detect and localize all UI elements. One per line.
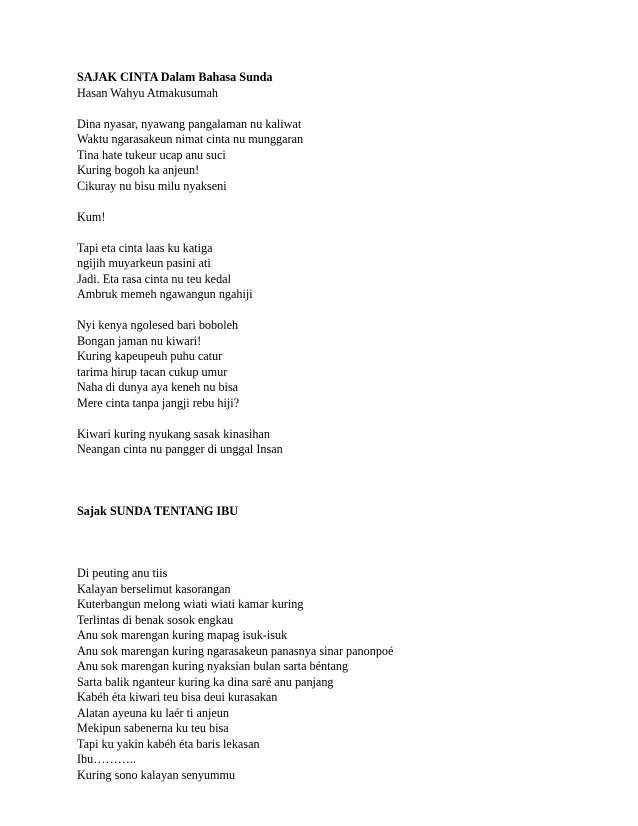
poem1-title: SAJAK CINTA Dalam Bahasa Sunda <box>77 70 273 84</box>
poem-line: Anu sok marengan kuring nyaksian bulan sarta béntang <box>77 659 349 673</box>
poem-line: Tina hate tukeur ucap anu suci <box>77 147 226 162</box>
poem-line: Terlintas di benak sosok engkau <box>77 612 234 627</box>
poem-line: Anu sok marengan kuring ngarasakeun panasnya sinar panonpoé <box>77 643 394 658</box>
poem-line: Ambruk memeh ngawangun ngahiji <box>77 287 253 301</box>
poem-line: Cikuray nu bisu milu nyakseni <box>77 178 227 193</box>
poem-line: Kuterbangun melong wiati wiati kamar kuring <box>77 597 304 611</box>
poem1-author: Hasan Wahyu Atmakusumah <box>77 85 218 100</box>
poem-line: Alatan ayeuna ku laér ti anjeun <box>77 705 229 720</box>
poem-line: Kuring bogoh ka anjeun! <box>77 163 200 177</box>
poem-line: Di peuting anu tiis <box>77 566 168 580</box>
poem-line: Waktu ngarasakeun nimat cinta nu munggaran <box>77 132 304 146</box>
spacer <box>77 101 617 117</box>
poem-line: Kum! <box>77 209 106 224</box>
poem-line: Kuring kapeupeuh puhu catur <box>77 349 223 363</box>
spacer <box>77 225 617 241</box>
spacer <box>77 520 617 567</box>
poem-line: Dina nyasar, nyawang pangalaman nu kaliwat <box>77 116 302 131</box>
document-content <box>77 70 617 783</box>
spacer <box>77 458 617 505</box>
poem-line: Mere cinta tanpa jangji rebu hiji? <box>77 395 240 410</box>
spacer <box>77 303 617 319</box>
poem-line: Tapi ku yakin kabéh éta baris lekasan <box>77 736 260 751</box>
spacer <box>77 194 617 210</box>
poem-line: Nyi kenya ngolesed bari boboleh <box>77 318 239 332</box>
poem-line: Naha di dunya aya keneh nu bisa <box>77 380 239 394</box>
poem-line: Anu sok marengan kuring mapag isuk-isuk <box>77 628 288 642</box>
spacer <box>77 411 617 427</box>
poem2-title: Sajak SUNDA TENTANG IBU <box>77 504 239 518</box>
poem-line: Mekipun sabenerna ku teu bisa <box>77 721 229 735</box>
poem-line: Kuring sono kalayan senyummu <box>77 767 236 782</box>
poem-line: Kalayan berselimut kasorangan <box>77 581 231 596</box>
poem-line: tarima hirup tacan cukup umur <box>77 364 228 379</box>
poem-line: Kabéh éta kiwari teu bisa deui kurasakan <box>77 690 278 704</box>
poem-line: Tapi eta cinta laas ku katiga <box>77 240 213 255</box>
poem-line: Jadi. Eta rasa cinta nu teu kedal <box>77 271 231 286</box>
poem-line: Kiwari kuring nyukang sasak kinasihan <box>77 426 270 441</box>
poem-line: Sarta balik nganteur kuring ka dina saré anu panjang <box>77 674 334 689</box>
poem-line: ngijih muyarkeun pasini ati <box>77 256 211 270</box>
poem-line: Ibu……….. <box>77 752 136 766</box>
poem-line: Bongan jaman nu kiwari! <box>77 333 202 348</box>
poem-line: Neangan cinta nu pangger di unggal Insan <box>77 442 283 456</box>
